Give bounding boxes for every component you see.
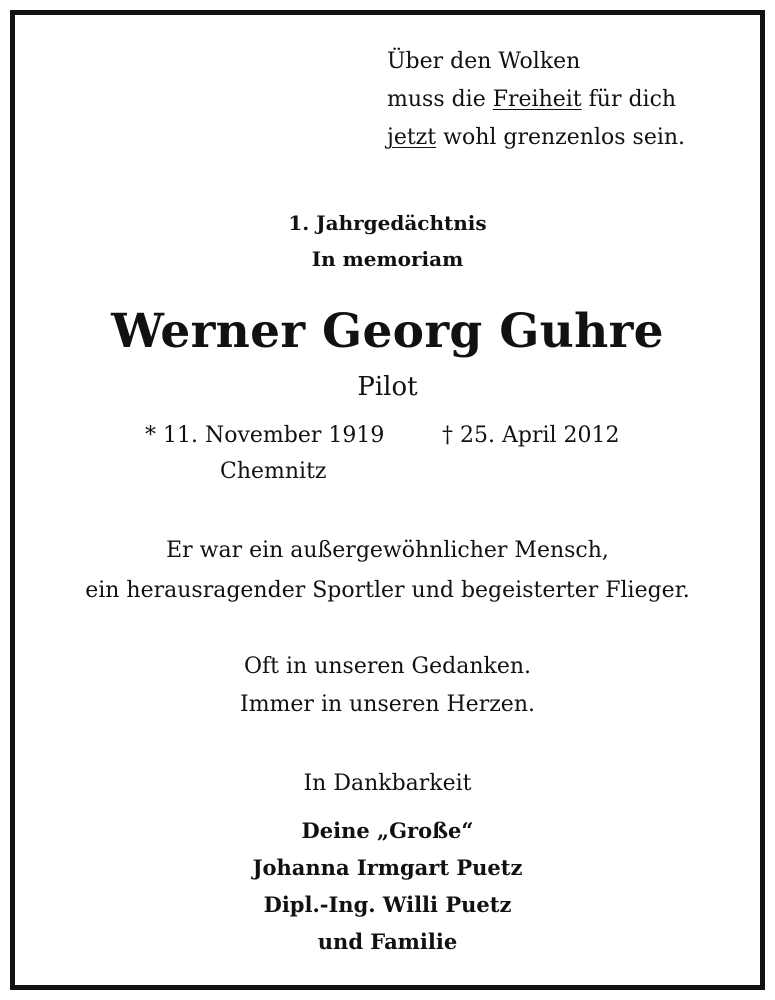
signatory-3: Dipl.-Ing. Willi Puetz [263,892,512,917]
thoughts-line-2: Immer in unseren Herzen. [240,692,535,717]
poem-line-2 [387,89,676,111]
signatory-2: Johanna Irmgart Puetz [252,855,523,880]
notice-border [10,10,765,990]
signatory-4: und Familie [317,929,458,954]
deceased-profession: Pilot [357,372,418,402]
poem-line-3 [387,127,685,149]
poem-underlined-jetzt: jetzt [387,125,437,150]
anniversary-heading: 1. Jahrgedächtnis [288,211,487,235]
birth-date: * 11. November 1919 [145,423,385,448]
poem-line-3-end: wohl grenzenlos sein. [436,125,686,150]
death-date: † 25. April 2012 [442,423,620,448]
thanks-line: In Dankbarkeit [303,771,472,796]
poem-line-1: Über den Wolken [387,49,581,74]
deceased-name: Werner Georg Guhre [111,304,664,359]
tribute-line-2: ein herausragender Sportler und begeisterter Flieger. [85,578,690,603]
poem-underlined-freiheit: Freiheit [492,87,582,112]
birthplace: Chemnitz [220,459,327,484]
tribute-line-1: Er war ein außergewöhnlicher Mensch, [166,538,609,563]
poem-line-2-end: für dich [581,87,677,112]
poem-line-2-start: muss die [387,87,493,112]
memoriam-heading: In memoriam [311,247,464,271]
thoughts-line-1: Oft in unseren Gedanken. [243,654,532,679]
signatory-1: Deine „Große“ [301,818,474,843]
